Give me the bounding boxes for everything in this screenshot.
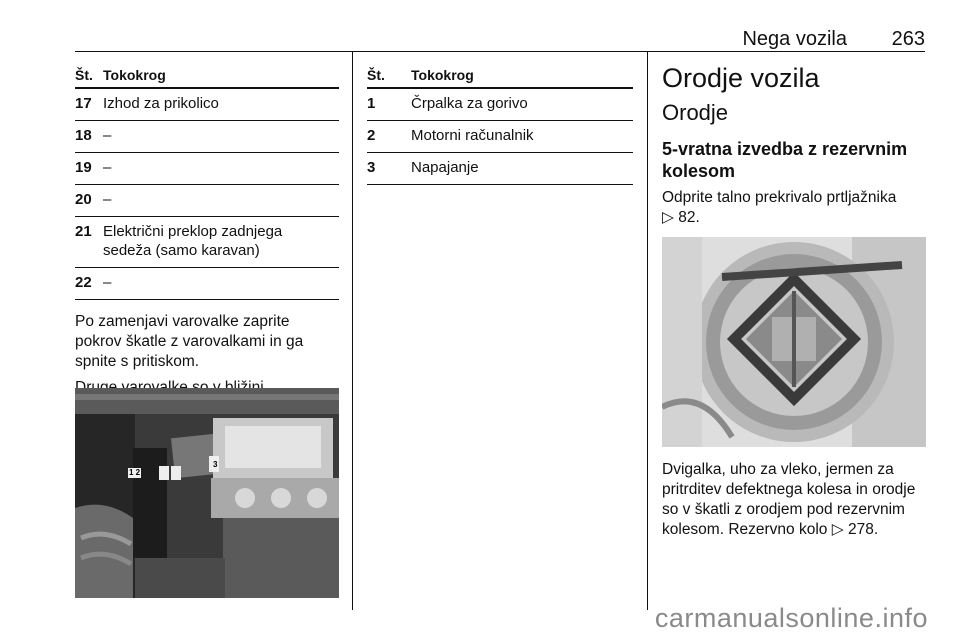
left-column (75, 63, 339, 418)
column-number-header: Št. (367, 67, 385, 83)
row-text: – (103, 159, 112, 176)
table-row (367, 153, 633, 185)
table-row (75, 153, 339, 185)
page-header (75, 24, 925, 52)
fuse-label-3: 3 (213, 460, 218, 469)
page-reference-arrow-icon: ▷ (831, 521, 844, 538)
row-text: Napajanje (411, 159, 479, 176)
battery-fuse-illustration (75, 388, 339, 598)
row-number: 20 (75, 191, 92, 208)
paragraph-tools-location (662, 460, 928, 540)
page-reference: 278. (847, 521, 879, 538)
jack-toolbox-photo (662, 237, 926, 447)
watermark: carmanualsonline.info (654, 603, 928, 633)
right-column (662, 62, 928, 228)
row-number: 19 (75, 159, 92, 176)
row-text: Električni preklop zadnjega sedeža (samo karavan) (103, 223, 283, 259)
subsection-title: Orodje (662, 100, 729, 125)
table-row (75, 185, 339, 217)
page-number: 263 (891, 28, 925, 50)
table-row (367, 121, 633, 153)
row-number: 2 (367, 127, 376, 144)
table-row (367, 89, 633, 121)
fuse-table-header (367, 63, 633, 89)
column-divider-right (647, 52, 648, 610)
fuse-label-1-2: 1 2 (129, 468, 141, 477)
row-number: 17 (75, 95, 92, 112)
row-text: – (103, 274, 112, 291)
row-text: Črpalka za gorivo (411, 95, 528, 112)
battery-fuse-photo (75, 388, 339, 598)
row-text: – (103, 191, 112, 208)
row-number: 3 (367, 159, 376, 176)
fuse-table-header (75, 63, 339, 89)
paragraph-open-floor (662, 188, 912, 228)
paragraph-close-cover: Po zamenjavi varovalke zaprite pokrov škatle z varovalkami in ga spnite s pritiskom. (75, 313, 304, 370)
column-circuit-header: Tokokrog (411, 67, 474, 83)
table-row (75, 89, 339, 121)
table-row (75, 121, 339, 153)
row-text: Izhod za prikolico (103, 95, 219, 112)
paragraph-text: Odprite talno prekrivalo prtljažnika (662, 189, 897, 206)
row-number: 18 (75, 127, 92, 144)
right-column-lower (662, 460, 928, 540)
page-reference-arrow-icon: ▷ (662, 209, 674, 226)
jack-toolbox-illustration (662, 237, 926, 447)
row-number: 1 (367, 95, 376, 112)
row-text: – (103, 127, 112, 144)
column-circuit-header: Tokokrog (103, 67, 166, 83)
row-number: 21 (75, 223, 92, 240)
column-divider-left (352, 52, 353, 610)
column-number-header: Št. (75, 67, 93, 83)
section-title: Orodje vozila (662, 63, 820, 93)
paragraph-text: Dvigalka, uho za vleko, jermen za pritrditev defektnega kolesa in orodje so v škatli z orodjem pod rezervnim kolesom. Rezervno kolo (662, 461, 916, 538)
subsubsection-title: 5-vratna izvedba z rezervnim kolesom (662, 139, 908, 181)
table-row (75, 268, 339, 300)
row-number: 22 (75, 274, 92, 291)
table-row (75, 217, 339, 268)
page-reference: 82. (678, 209, 700, 226)
row-text: Motorni računalnik (411, 127, 534, 144)
page-header-title: Nega vozila (742, 28, 847, 50)
middle-column (367, 63, 633, 185)
